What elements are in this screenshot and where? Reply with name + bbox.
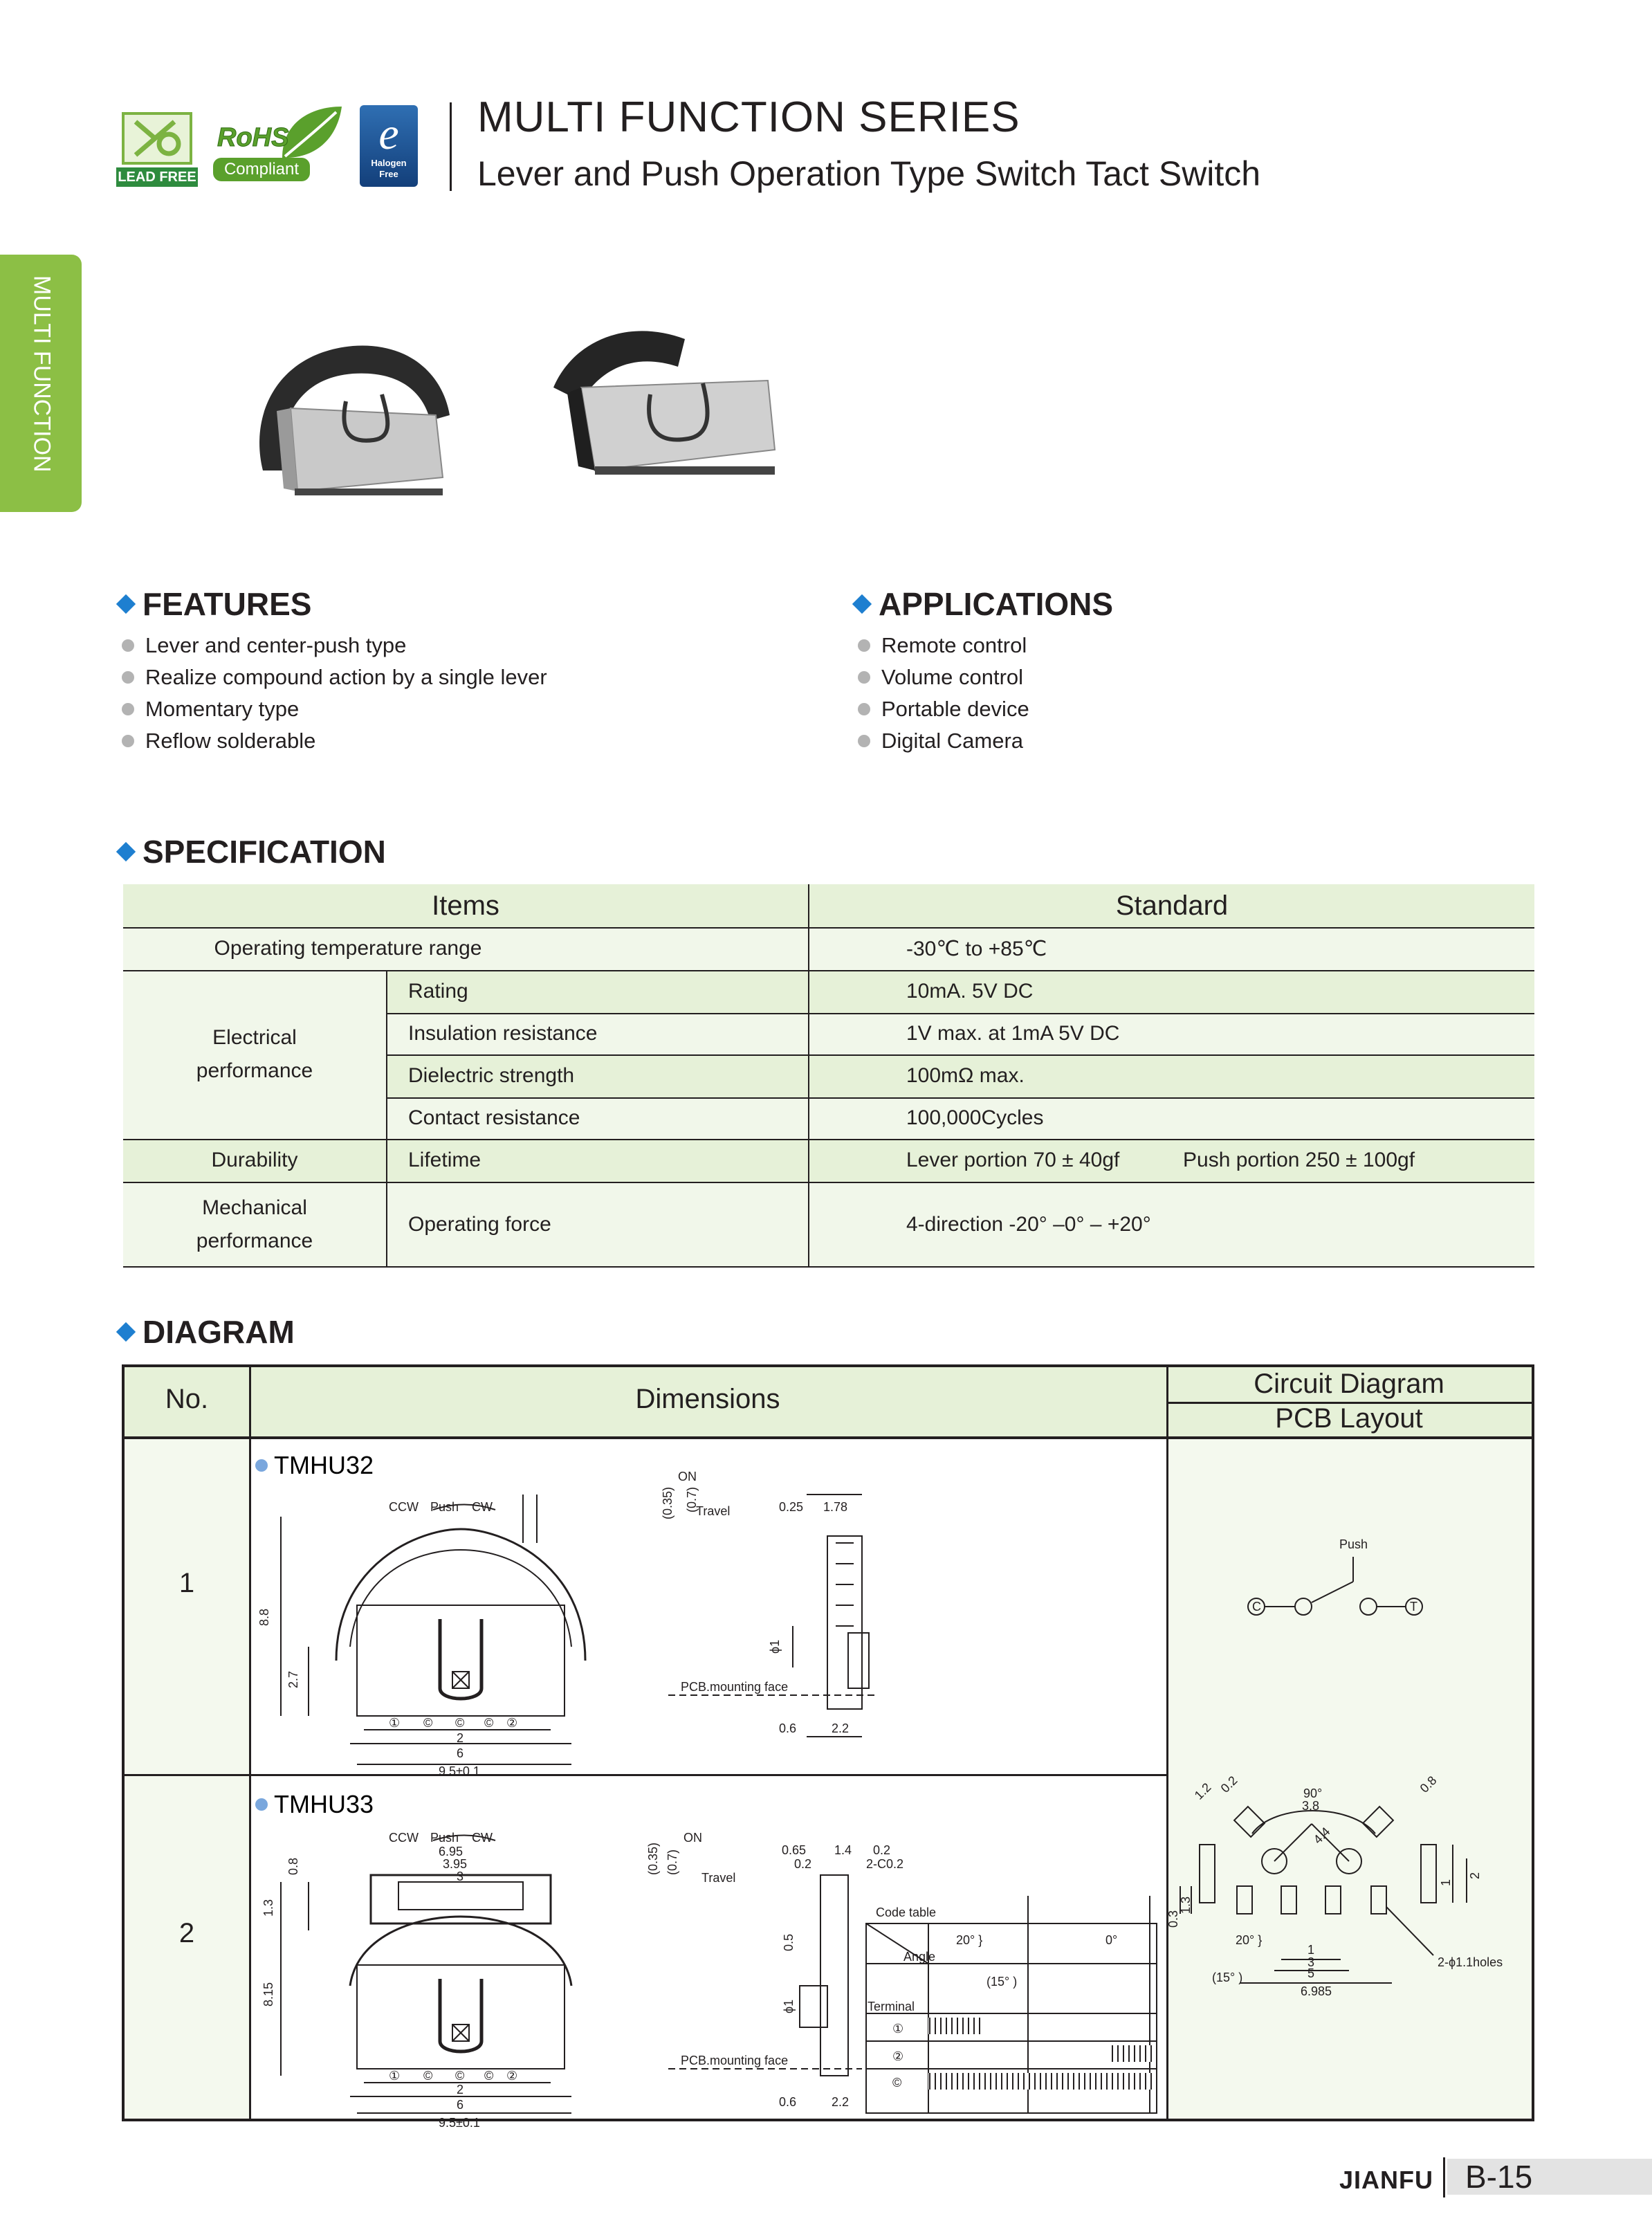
spec-lifetime-push: Push portion 250 ± 100gf <box>1183 1149 1415 1171</box>
svg-text:1.4: 1.4 <box>834 1843 852 1857</box>
tmhu32-dimension-drawing <box>253 1439 1164 1778</box>
svg-text:0.8: 0.8 <box>1417 1773 1440 1795</box>
svg-text:CCW: CCW <box>389 1831 419 1845</box>
spec-dielectric-value: 100mΩ max. <box>906 1064 1025 1087</box>
list-item: Volume control <box>858 661 1029 693</box>
diagram-col-no: No. <box>165 1384 209 1414</box>
svg-text:②: ② <box>506 1716 518 1730</box>
diagram-table <box>122 1364 1534 2130</box>
svg-text:2: 2 <box>457 1731 464 1745</box>
svg-text:①: ① <box>389 1716 401 1730</box>
halogen-line1: Halogen <box>371 158 407 168</box>
svg-text:ON: ON <box>678 1470 697 1483</box>
product-photo-tmhu33 <box>547 311 782 484</box>
bullet-dot-icon <box>122 671 134 684</box>
halogen-e-icon: e <box>378 109 399 159</box>
svg-text:©: © <box>484 1716 494 1730</box>
page-subtitle: Lever and Push Operation Type Switch Tact Switch <box>477 154 1261 193</box>
spec-mechanical-group: Mechanical performance <box>196 1196 313 1252</box>
svg-text:Travel: Travel <box>696 1504 731 1518</box>
circuit-diagram <box>1171 1439 1530 1661</box>
svg-text:©: © <box>484 2069 494 2083</box>
features-heading: FEATURES <box>115 585 312 623</box>
spec-col-items: Items <box>432 890 499 921</box>
svg-text:(15° ): (15° ) <box>986 1975 1018 1989</box>
svg-text:(15° ): (15° ) <box>1212 1971 1243 1984</box>
svg-text:1.3: 1.3 <box>1179 1896 1193 1914</box>
svg-text:9.5±0.1: 9.5±0.1 <box>439 2116 480 2130</box>
page-number: B-15 <box>1447 2159 1652 2195</box>
spec-operating-force: Operating force <box>408 1213 551 1236</box>
bullet-dot-icon <box>858 735 870 747</box>
list-item: Lever and center-push type <box>122 630 547 661</box>
diamond-bullet-icon <box>116 594 136 614</box>
halogen-line2: Free <box>379 169 398 179</box>
svg-text:T: T <box>1410 1600 1417 1614</box>
spec-durability: Durability <box>211 1149 298 1171</box>
svg-text:TMHU33: TMHU33 <box>274 1790 374 1818</box>
lead-free-mark-icon <box>130 116 185 161</box>
certification-logos <box>116 97 418 187</box>
halogen-free-logo <box>360 105 418 187</box>
spec-table <box>123 884 1534 1268</box>
diamond-bullet-icon <box>852 594 872 614</box>
svg-text:0.65: 0.65 <box>782 1843 807 1857</box>
row2-number: 2 <box>178 1918 195 1948</box>
rohs-subtitle: Compliant <box>213 158 310 181</box>
svg-text:20° }: 20° } <box>956 1933 983 1947</box>
svg-text:2-C0.2: 2-C0.2 <box>866 1857 904 1871</box>
footer-brand: JIANFU <box>1339 2166 1434 2194</box>
rohs-logo <box>213 102 345 187</box>
list-item: Digital Camera <box>858 725 1029 757</box>
svg-text:Travel: Travel <box>701 1871 736 1885</box>
rohs-title: RoHS <box>217 123 289 152</box>
svg-text:(0.35): (0.35) <box>646 1842 660 1875</box>
svg-text:ϕ1: ϕ1 <box>782 1999 796 2013</box>
svg-text:(0.35): (0.35) <box>661 1486 674 1519</box>
svg-text:0.8: 0.8 <box>286 1857 300 1875</box>
svg-text:©: © <box>455 1716 465 1730</box>
spec-lifetime: Lifetime <box>408 1149 481 1171</box>
svg-text:②: ② <box>892 2049 904 2063</box>
list-item: Remote control <box>858 630 1029 661</box>
svg-text:8.8: 8.8 <box>257 1608 271 1626</box>
svg-text:9.5±0.1: 9.5±0.1 <box>439 1764 480 1778</box>
svg-text:PCB.mounting face: PCB.mounting face <box>681 1680 789 1694</box>
svg-text:Push: Push <box>1339 1537 1368 1551</box>
svg-text:6: 6 <box>457 2098 464 2112</box>
spec-rating-value: 10mA. 5V DC <box>906 980 1034 1003</box>
svg-text:6.95: 6.95 <box>439 1845 464 1858</box>
svg-text:1: 1 <box>1439 1879 1453 1886</box>
row1-number: 1 <box>178 1568 195 1598</box>
svg-text:©: © <box>423 2069 433 2083</box>
bullet-dot-icon <box>858 639 870 652</box>
svg-text:Angle: Angle <box>903 1950 936 1964</box>
lead-free-label: LEAD FREE <box>116 167 198 187</box>
diamond-bullet-icon <box>116 1322 136 1342</box>
svg-text:Code table: Code table <box>876 1906 937 1919</box>
svg-text:0.2: 0.2 <box>1218 1773 1240 1795</box>
page-title: MULTI FUNCTION SERIES <box>477 93 1020 141</box>
svg-text:0.5: 0.5 <box>782 1933 796 1951</box>
svg-text:0.25: 0.25 <box>779 1500 804 1514</box>
svg-text:ϕ1: ϕ1 <box>768 1639 782 1654</box>
diagram-col-pcb: PCB Layout <box>1275 1403 1423 1434</box>
svg-text:0°: 0° <box>1105 1933 1118 1947</box>
applications-heading: APPLICATIONS <box>851 585 1113 623</box>
spec-lifetime-lever: Lever portion 70 ± 40gf <box>906 1149 1120 1171</box>
svg-text:(0.7): (0.7) <box>666 1849 679 1875</box>
bullet-dot-icon <box>122 735 134 747</box>
svg-text:Push: Push <box>430 1831 459 1845</box>
svg-text:2.2: 2.2 <box>832 1721 850 1735</box>
svg-text:2.7: 2.7 <box>286 1670 300 1688</box>
features-list <box>122 630 547 757</box>
svg-text:6.985: 6.985 <box>1301 1984 1332 1998</box>
diagram-col-circuit: Circuit Diagram <box>1254 1369 1444 1399</box>
svg-text:3: 3 <box>457 1870 464 1883</box>
svg-text:6: 6 <box>457 1746 464 1760</box>
tmhu33-dimension-drawing <box>253 1778 1263 2130</box>
svg-text:2: 2 <box>457 2083 464 2096</box>
svg-text:(0.7): (0.7) <box>685 1486 699 1513</box>
svg-text:ON: ON <box>683 1831 702 1845</box>
svg-text:0.6: 0.6 <box>779 1721 797 1735</box>
spec-insulation-value: 1V max. at 1mA 5V DC <box>906 1022 1120 1045</box>
svg-text:1.3: 1.3 <box>261 1899 275 1917</box>
svg-text:3: 3 <box>1307 1955 1315 1969</box>
specification-heading: SPECIFICATION <box>115 833 386 870</box>
svg-text:①: ① <box>389 2069 401 2083</box>
svg-text:C: C <box>1252 1600 1261 1614</box>
svg-text:①: ① <box>892 2022 904 2036</box>
diagram-col-dimensions: Dimensions <box>635 1384 780 1414</box>
svg-text:8.15: 8.15 <box>261 1982 275 2007</box>
svg-text:0.6: 0.6 <box>779 2095 797 2109</box>
spec-temp-item: Operating temperature range <box>214 937 482 960</box>
product-photo-tmhu32 <box>235 332 457 498</box>
svg-text:2-ϕ1.1holes: 2-ϕ1.1holes <box>1438 1955 1503 1969</box>
svg-text:0.2: 0.2 <box>873 1843 891 1857</box>
svg-text:2.2: 2.2 <box>832 2095 850 2109</box>
svg-text:©: © <box>455 2069 465 2083</box>
svg-text:Push: Push <box>430 1500 459 1514</box>
side-tab <box>0 255 82 512</box>
bullet-dot-icon <box>858 703 870 715</box>
diamond-bullet-icon <box>116 842 136 861</box>
lead-free-logo <box>116 102 198 187</box>
svg-text:0.3: 0.3 <box>1166 1910 1180 1928</box>
svg-text:2: 2 <box>1468 1872 1482 1879</box>
list-item: Momentary type <box>122 693 547 725</box>
svg-text:1.78: 1.78 <box>823 1500 848 1514</box>
svg-text:20° }: 20° } <box>1236 1933 1263 1947</box>
spec-col-standard: Standard <box>1115 890 1229 921</box>
diagram-heading: DIAGRAM <box>115 1313 295 1351</box>
spec-insulation: Insulation resistance <box>408 1022 598 1045</box>
svg-text:4.4: 4.4 <box>1310 1824 1333 1847</box>
svg-text:CW: CW <box>472 1831 493 1845</box>
svg-text:3.95: 3.95 <box>443 1857 468 1871</box>
svg-text:CCW: CCW <box>389 1500 419 1514</box>
list-item: Reflow solderable <box>122 725 547 757</box>
spec-rating: Rating <box>408 980 468 1003</box>
svg-text:PCB.mounting face: PCB.mounting face <box>681 2054 789 2067</box>
applications-list <box>858 630 1029 757</box>
svg-text:90°: 90° <box>1303 1786 1323 1800</box>
spec-dielectric: Dielectric strength <box>408 1064 575 1087</box>
side-tab-label: MULTI FUNCTION <box>28 275 55 473</box>
header-divider <box>450 102 452 191</box>
pcb-layout <box>1166 1755 1530 2031</box>
bullet-dot-icon <box>858 671 870 684</box>
list-item: Realize compound action by a single lever <box>122 661 547 693</box>
svg-text:0.2: 0.2 <box>794 1857 812 1871</box>
bullet-dot-icon <box>122 639 134 652</box>
svg-text:1.2: 1.2 <box>1191 1780 1214 1802</box>
spec-operating-force-value: 4-direction -20° –0° – +20° <box>906 1213 1151 1236</box>
svg-text:TMHU32: TMHU32 <box>274 1451 374 1479</box>
svg-text:②: ② <box>506 2069 518 2083</box>
spec-temp-value: -30℃ to +85℃ <box>906 937 1047 960</box>
spec-electrical-group: Electrical performance <box>196 1026 313 1082</box>
svg-text:Terminal: Terminal <box>868 2000 915 2013</box>
spec-contact: Contact resistance <box>408 1106 580 1129</box>
bullet-dot-icon <box>122 703 134 715</box>
list-item: Portable device <box>858 693 1029 725</box>
svg-text:1: 1 <box>1307 1943 1315 1957</box>
spec-contact-value: 100,000Cycles <box>906 1106 1044 1129</box>
svg-text:©: © <box>892 2076 902 2090</box>
footer-divider <box>1443 2157 1445 2197</box>
svg-text:CW: CW <box>472 1500 493 1514</box>
svg-text:3.8: 3.8 <box>1302 1799 1320 1813</box>
svg-text:5: 5 <box>1307 1966 1315 1980</box>
svg-text:©: © <box>423 1716 433 1730</box>
